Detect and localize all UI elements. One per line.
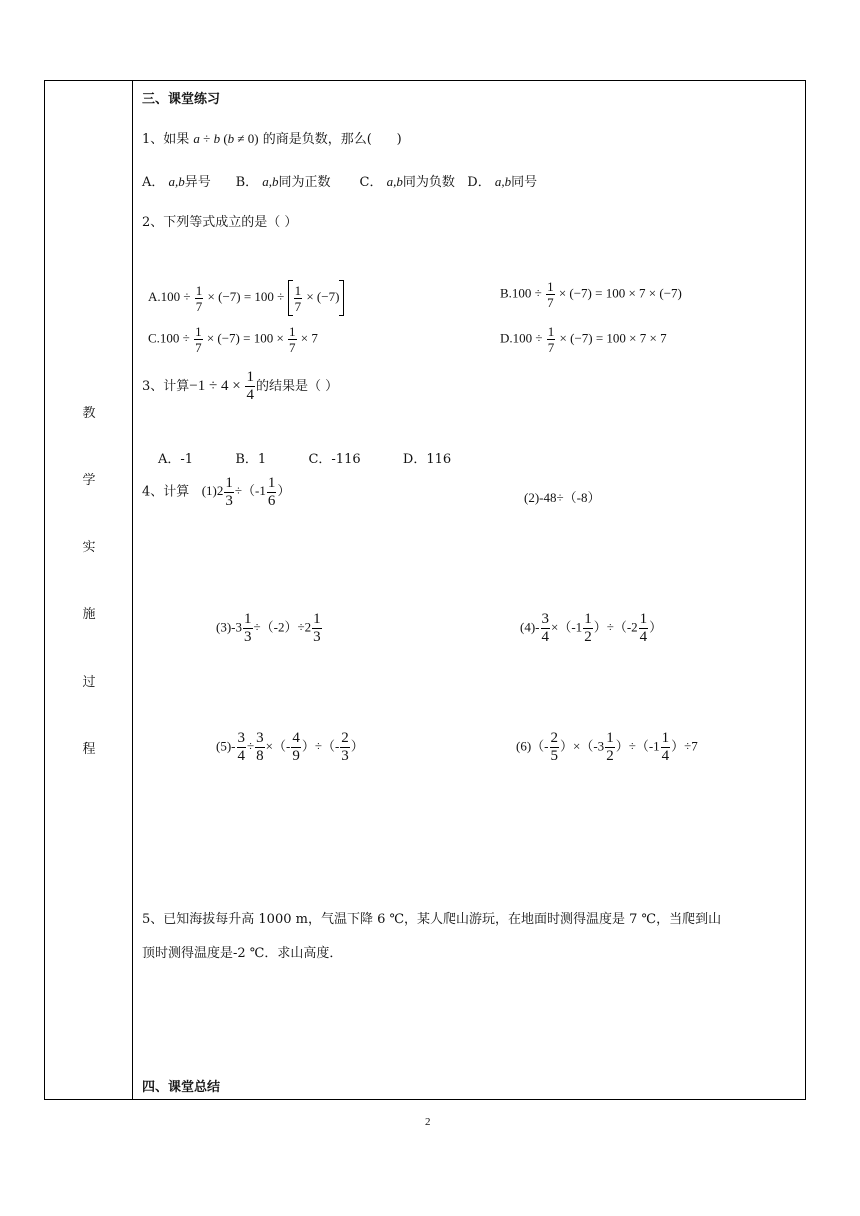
q2-label-c: C. bbox=[148, 330, 160, 346]
option-a-label: A． bbox=[142, 175, 165, 190]
question-1 bbox=[142, 131, 402, 148]
page-number: 2 bbox=[425, 1116, 431, 1128]
q4-part-2: (2)-48÷（-8） bbox=[524, 490, 601, 505]
q3-expression: −1 ÷ 4 × $\frac{1}{4}$ bbox=[189, 369, 254, 403]
q4-part-3: (3)-3 $\frac{1}{3}$ ÷（-2）÷2 $\frac{1}{3}$ bbox=[216, 611, 321, 645]
sidebar-char: 教 bbox=[82, 406, 96, 421]
q3-suffix: 的结果是（ ） bbox=[255, 378, 339, 394]
option-c-text: 同为负数 bbox=[402, 175, 455, 190]
q1-expression: a ÷ b (b ≠ 0) bbox=[193, 131, 259, 146]
sidebar-char: 程 bbox=[82, 742, 96, 757]
table-col-divider bbox=[132, 80, 133, 1100]
q3-option-d: D．116 bbox=[402, 452, 452, 467]
question-4 bbox=[142, 476, 290, 509]
q2-option-c: C.100 ÷ $\frac{1}{7}$ × (−7) = 100 × $\frac{1}{7}$ × 7 bbox=[148, 324, 318, 355]
q1-prefix: 1、如果 bbox=[142, 132, 190, 147]
q3-prefix: 3、计算 bbox=[142, 378, 190, 394]
option-b-vars: a,b bbox=[262, 174, 279, 189]
table-bottom-border bbox=[44, 1099, 806, 1100]
q3-option-b: B．1 bbox=[235, 452, 267, 467]
q2-option-b: B.100 ÷ $\frac{1}{7}$ × (−7) = 100 × 7 × (−7) bbox=[500, 279, 682, 310]
q2-label-b: B. bbox=[500, 285, 512, 301]
table-left-border bbox=[44, 80, 45, 1100]
option-d-vars: a,b bbox=[494, 174, 512, 189]
sidebar-char: 施 bbox=[82, 607, 96, 622]
q1-options bbox=[142, 174, 537, 191]
q2-label-a: A. bbox=[148, 288, 161, 304]
option-a-vars: a,b bbox=[168, 174, 185, 189]
q4-part-6: (6)（- $\frac{2}{5}$ ）×（-3 $\frac{1}{2}$ ）÷（-1 $\frac{1}{4}$ ）÷7 bbox=[516, 730, 698, 764]
q4-part-1: (1)2 $\frac{1}{3}$ ÷（-1 $\frac{1}{6}$ ） bbox=[201, 475, 291, 509]
q2-option-a: A.100 ÷ $\frac{1}{7}$ × (−7) = 100 ÷ $\frac{1}{7}$ × (−7) bbox=[148, 280, 344, 316]
sidebar-char: 学 bbox=[82, 473, 96, 488]
table-right-border bbox=[805, 80, 806, 1100]
q1-suffix: 的商是负数，那么( bbox=[262, 132, 372, 147]
q4-part-4: (4)- $\frac{3}{4}$ ×（-1 $\frac{1}{2}$ ）÷（-2 $\frac{1}{4}$ ） bbox=[520, 611, 663, 645]
q3-options bbox=[158, 452, 451, 468]
option-d-label: D． bbox=[467, 175, 491, 190]
q3-option-c: C．-116 bbox=[308, 452, 361, 467]
option-b-text: 同为正数 bbox=[278, 175, 331, 190]
table-top-border bbox=[44, 80, 806, 81]
section-title: 四、课堂总结 bbox=[142, 1080, 221, 1095]
q4-part-5: (5)- $\frac{3}{4}$ ÷ $\frac{3}{8}$ ×（- $\frac{4}{9}$ ）÷（- $\frac{2}{3}$ ） bbox=[216, 730, 364, 764]
question-2: 2、下列等式成立的是（ ） bbox=[142, 215, 298, 230]
q4-prefix: 4、计算 bbox=[142, 484, 190, 500]
option-c-vars: a,b bbox=[386, 174, 403, 189]
option-a-text: 异号 bbox=[184, 175, 211, 190]
option-d-text: 同号 bbox=[511, 175, 538, 190]
question-5-line-1: 5、已知海拔每升高 1000 m，气温下降 6 ℃，某人爬山游玩，在地面时测得温度是 7 ℃，当爬到山 bbox=[142, 912, 722, 927]
q2-option-d: D.100 ÷ $\frac{1}{7}$ × (−7) = 100 × 7 × 7 bbox=[500, 324, 667, 355]
sidebar-char: 过 bbox=[82, 675, 96, 690]
option-c-label: C． bbox=[359, 175, 383, 190]
sidebar-char: 实 bbox=[82, 540, 96, 555]
q3-option-a: A．-1 bbox=[158, 452, 194, 467]
q2-label-d: D. bbox=[500, 330, 513, 346]
question-5-line-2: 顶时测得温度是-2 ℃．求山高度． bbox=[142, 946, 343, 961]
q1-close: ) bbox=[396, 132, 402, 147]
question-3 bbox=[142, 370, 338, 403]
option-b-label: B． bbox=[235, 175, 259, 190]
section-title: 三、课堂练习 bbox=[142, 92, 221, 107]
